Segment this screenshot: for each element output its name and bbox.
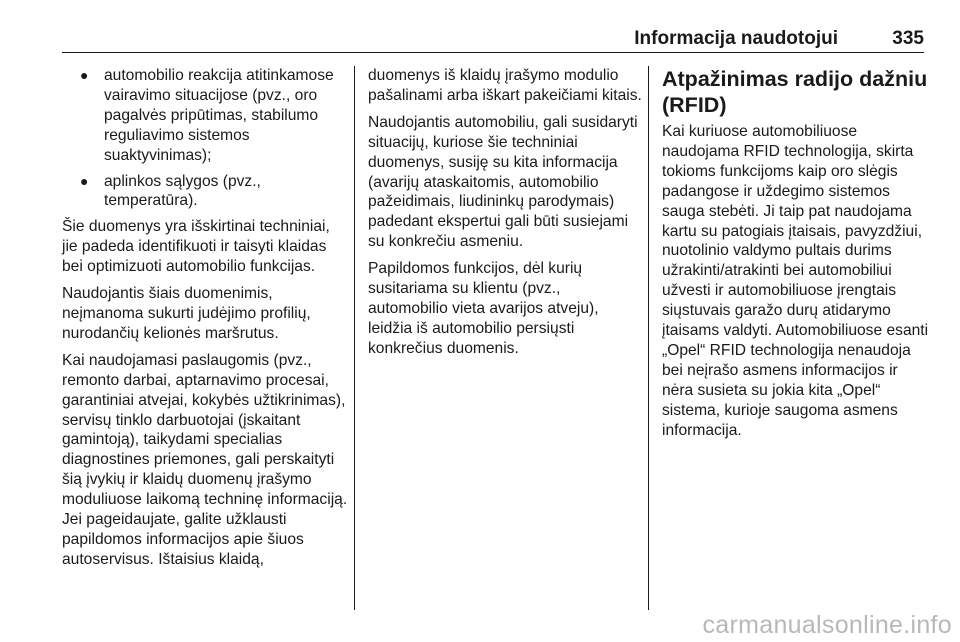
page-number: 335 xyxy=(892,28,924,49)
paragraph: Naudojantis šiais duomenimis, neįmanoma sukurti judėjimo profilių, nurodančių kelionės maršrutus. xyxy=(62,285,311,342)
paragraph: Šie duomenys yra išskirtinai techniniai, jie padeda identifikuoti ir taisyti klaidas bei optimizuoti automobilio funkcijas. xyxy=(62,218,330,276)
section-heading: Atpažinimas radijo dažniu (RFID) xyxy=(662,67,928,117)
paragraph: Kai naudojamasi paslaugomis (pvz., remonto darbai, aptarnavimo procesai, garantiniai atvejai, kokybės užtikrinimas), servisų tinklo darbuotojai (įskaitant gamintoją), taikydami specialias diagnostines priemones, gali perskaityti šią įvykių ir klaidų duomenų įrašymo moduliuose laikomą techninę informaciją. Jei pageidaujate, galite užklausti papildomos informacijos apie šiuos autoservisus. Ištaisius klaidą, xyxy=(62,351,348,568)
bullet-icon: ● xyxy=(80,172,89,189)
column-divider-1 xyxy=(354,66,355,610)
bullet-icon: ● xyxy=(80,67,89,83)
paragraph: Kai kuriuose automobiliuose naudojama RFID technologija, skirta tokioms funkcijoms kaip oro slėgis padangose ir uždegimo sistemos sauga stebėti. Ji taip pat naudojama kartu su patogiais įtaisais, pavyzdžiui, nuotolinio valdymo pultais durims užrakinti/atrakinti bei automobiliui užvesti ir automobiliuose įrengtais siųstuvais garažo durų atidarymo įtaisams valdyti. Automobiliuose esanti „Opel“ RFID technologija nenaudoja bei neįrašo asmens informacijos ir nėra susieta su jokia kita „Opel“ sistema, kurioje saugoma asmens informacija. xyxy=(662,123,929,439)
watermark: carmanualsonline.info xyxy=(702,611,952,639)
paragraph: Papildomos funkcijos, dėl kurių susitariama su klientu (pvz., automobilio vieta avarijos atveju), leidžia iš automobilio persiųsti konkrečius duomenis. xyxy=(368,260,599,357)
bullet-text: aplinkos sąlygos (pvz., temperatūra). xyxy=(104,172,261,210)
header-title: Informacija naudotojui xyxy=(634,28,838,49)
column-divider-2 xyxy=(648,66,649,610)
list-item xyxy=(62,66,348,166)
column-1 xyxy=(62,66,348,577)
list-item xyxy=(62,172,348,212)
paragraph: Naudojantis automobiliu, gali susidaryti situacijų, kuriose šie techniniai duomenys, susiję su kita informacija (avarijų ataskaitomis, automobilio pažeidimais, liudininkų parodymais) padedant ekspertui gali būti susiejami su konkrečiu asmeniu. xyxy=(368,113,638,251)
column-3 xyxy=(662,66,930,448)
paragraph: duomenys iš klaidų įrašymo modulio pašalinami arba iškart pakeičiami kitais. xyxy=(368,67,642,104)
column-2 xyxy=(368,66,644,366)
bullet-text: automobilio reakcija atitinkamose vairavimo situacijose (pvz., oro pagalvės pripūtimas, stabilumo reguliavimo sistemos suaktyvinimas); xyxy=(104,67,334,164)
page-header xyxy=(62,22,924,53)
bullet-list xyxy=(62,66,348,211)
